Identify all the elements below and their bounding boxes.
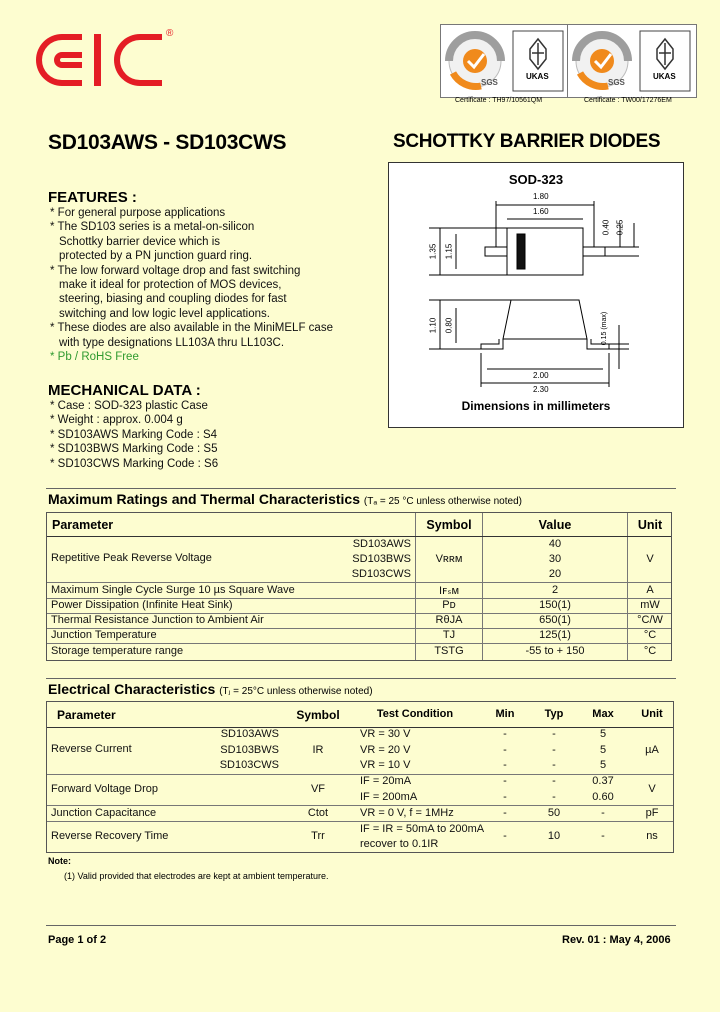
- certificate-caption-em: Certificate : TW00/17276EM: [584, 97, 672, 104]
- symbol-cell: Ctot: [307, 807, 329, 819]
- unit-cell: °C/W: [637, 614, 663, 626]
- symbol-cell: Vʀʀᴍ: [435, 553, 463, 565]
- param-cell: Reverse Recovery Time: [51, 830, 169, 842]
- col-header-parameter: Parameter: [57, 708, 116, 722]
- package-caption: Dimensions in millimeters: [461, 399, 611, 413]
- certificate-badge-qm: [440, 24, 570, 98]
- min-cell: -: [503, 775, 507, 787]
- dim-left-inner: 1.15: [444, 243, 454, 260]
- unit-cell: V: [646, 553, 654, 565]
- col-header-max: Max: [592, 708, 614, 720]
- value-cell: 2: [551, 584, 559, 596]
- feature-line: switching and low logic level applications.: [59, 307, 270, 320]
- part-cell: SD103CWS: [351, 568, 411, 580]
- feature-line: Schottky barrier device which is: [59, 235, 221, 248]
- electrical-condition: (Tⱼ = 25°C unless otherwise noted): [219, 686, 373, 697]
- mechanical-line: * SD103BWS Marking Code : S5: [50, 443, 218, 456]
- section-divider: [46, 488, 676, 489]
- value-cell: 150(1): [539, 599, 571, 611]
- package-drawing-box: [388, 162, 684, 428]
- value-cell: 40: [548, 538, 562, 550]
- min-cell: -: [503, 830, 507, 842]
- symbol-cell: TJ: [442, 629, 456, 641]
- unit-cell: V: [648, 783, 656, 795]
- param-cell: Forward Voltage Drop: [51, 783, 158, 795]
- mechanical-line: * Weight : approx. 0.004 g: [50, 414, 183, 427]
- mechanical-list: [50, 399, 380, 471]
- electrical-title-text: Electrical Characteristics: [48, 681, 216, 697]
- typ-cell: -: [552, 775, 556, 787]
- mechanical-line: * SD103CWS Marking Code : S6: [50, 457, 219, 470]
- max-cell: 0.60: [592, 791, 614, 803]
- eic-logo: [34, 30, 184, 90]
- condition-cell: IF = 20mA: [360, 775, 412, 787]
- param-cell: Repetitive Peak Reverse Voltage: [51, 552, 212, 564]
- condition-cell: VR = 0 V, f = 1MHz: [360, 807, 454, 819]
- certificate-caption-qm: Certificate : TH97/10561QM: [455, 97, 543, 104]
- dim-bottom-inner: 2.00: [533, 371, 549, 380]
- max-ratings-title: [48, 491, 522, 507]
- min-cell: -: [503, 728, 507, 740]
- col-header-min: Min: [495, 708, 515, 720]
- page-number: Page 1 of 2: [48, 934, 107, 946]
- dim-side-inner: 0.80: [444, 317, 454, 334]
- max-cell: 0.37: [592, 775, 614, 787]
- feature-line: protected by a PN junction guard ring.: [59, 250, 253, 263]
- col-header-unit: Unit: [641, 708, 663, 720]
- typ-cell: -: [552, 759, 556, 771]
- part-number-title: SD103AWS - SD103CWS: [48, 131, 287, 154]
- max-cell: 5: [599, 728, 607, 740]
- value-cell: -55 to + 150: [525, 645, 585, 657]
- electrical-table: [46, 701, 674, 853]
- row-divider: [47, 643, 671, 644]
- dim-top-inner: 1.60: [533, 207, 549, 216]
- unit-cell: °C: [643, 645, 657, 657]
- min-cell: -: [503, 791, 507, 803]
- revision-date: Rev. 01 : May 4, 2006: [562, 934, 671, 946]
- value-cell: 20: [548, 568, 562, 580]
- typ-cell: -: [552, 728, 556, 740]
- max-ratings-table: [46, 512, 672, 661]
- part-cell: SD103CWS: [219, 759, 279, 771]
- col-header-typ: Typ: [544, 708, 564, 720]
- part-cell: SD103AWS: [220, 728, 279, 740]
- value-cell: 30: [548, 553, 562, 565]
- sgs-label: SGS: [481, 78, 498, 87]
- col-header-symbol: Symbol: [296, 708, 340, 722]
- typ-cell: 10: [547, 830, 561, 842]
- dim-lead-b: 0.25: [615, 219, 625, 236]
- max-cell: -: [601, 830, 605, 842]
- param-cell: Thermal Resistance Junction to Ambient Air: [51, 614, 264, 626]
- features-list: [50, 206, 380, 364]
- col-header-unit: Unit: [637, 518, 663, 532]
- condition-cell: VR = 30 V: [360, 728, 411, 740]
- min-cell: -: [503, 744, 507, 756]
- symbol-cell: TSTG: [434, 645, 464, 657]
- unit-cell: A: [646, 584, 654, 596]
- symbol-cell: Iꜰₛᴍ: [438, 585, 460, 597]
- rohs-line: * Pb / RoHS Free: [50, 351, 139, 364]
- unit-cell: °C: [643, 629, 657, 641]
- mechanical-line: * Case : SOD-323 plastic Case: [50, 400, 208, 412]
- value-cell: 650(1): [539, 614, 571, 626]
- features-heading: FEATURES :: [48, 189, 137, 206]
- condition-cell: VR = 20 V: [360, 744, 411, 756]
- param-cell: Junction Capacitance: [51, 807, 157, 819]
- note-heading: Note:: [48, 856, 71, 866]
- condition-cell: recover to 0.1IR: [360, 838, 439, 850]
- package-name: SOD-323: [508, 172, 564, 187]
- dim-bottom-outer: 2.30: [533, 385, 549, 394]
- unit-cell: ns: [646, 830, 658, 842]
- certificate-badge-em: [567, 24, 697, 98]
- param-cell: Junction Temperature: [51, 629, 157, 641]
- col-header-symbol: Symbol: [426, 518, 472, 532]
- header-divider: [47, 536, 671, 537]
- condition-cell: VR = 10 V: [360, 759, 411, 771]
- param-cell: Reverse Current: [51, 743, 132, 755]
- feature-line: make it ideal for protection of MOS devices,: [59, 279, 282, 292]
- condition-cell: IF = IR = 50mA to 200mA: [360, 823, 485, 835]
- param-cell: Storage temperature range: [51, 645, 184, 657]
- dim-side-outer: 1.10: [428, 317, 438, 334]
- col-header-parameter: Parameter: [52, 518, 114, 532]
- max-ratings-title-text: Maximum Ratings and Thermal Characteristics: [48, 491, 360, 507]
- feature-line: * The SD103 series is a metal-on-silicon: [50, 221, 255, 234]
- symbol-cell: RθJA: [435, 614, 463, 626]
- param-cell: Maximum Single Cycle Surge 10 µs Square Wave: [51, 584, 295, 596]
- symbol-cell: Pᴅ: [442, 599, 456, 611]
- note-item: (1) Valid provided that electrodes are kept at ambient temperature.: [64, 871, 329, 881]
- typ-cell: -: [552, 744, 556, 756]
- footer-divider: [46, 925, 676, 926]
- value-cell: 125(1): [539, 629, 571, 641]
- unit-cell: µA: [645, 744, 659, 756]
- typ-cell: 50: [547, 807, 561, 819]
- max-cell: -: [601, 807, 605, 819]
- feature-line: * For general purpose applications: [50, 207, 226, 219]
- feature-line: * The low forward voltage drop and fast switching: [50, 264, 301, 277]
- device-type-title: SCHOTTKY BARRIER DIODES: [393, 131, 661, 152]
- max-ratings-condition: (Tₐ = 25 °C unless otherwise noted): [363, 496, 522, 507]
- dim-lead-thickness: 0.15 (max): [601, 311, 609, 346]
- symbol-cell: Trr: [311, 830, 325, 842]
- unit-cell: pF: [645, 807, 659, 819]
- ukas-label: UKAS: [653, 72, 676, 81]
- row-divider: [47, 582, 671, 583]
- row-divider: [47, 821, 673, 822]
- unit-cell: mW: [640, 599, 660, 611]
- dim-left-outer: 1.35: [428, 243, 438, 260]
- col-header-test-condition: Test Condition: [376, 708, 454, 720]
- typ-cell: -: [552, 791, 556, 803]
- symbol-cell: VF: [310, 783, 326, 795]
- param-cell: Power Dissipation (Infinite Heat Sink): [51, 599, 233, 611]
- registered-mark: ®: [166, 28, 174, 39]
- min-cell: -: [503, 759, 507, 771]
- ukas-label: UKAS: [526, 72, 549, 81]
- part-cell: SD103BWS: [220, 744, 279, 756]
- section-divider: [46, 678, 676, 679]
- mechanical-line: * SD103AWS Marking Code : S4: [50, 428, 218, 441]
- col-header-value: Value: [538, 518, 572, 532]
- electrical-title: [48, 681, 373, 697]
- feature-line: with type designations LL103A thru LL103C.: [59, 336, 285, 349]
- row-divider: [47, 805, 673, 806]
- sgs-label: SGS: [608, 78, 625, 87]
- part-cell: SD103BWS: [352, 553, 411, 565]
- feature-line: * These diodes are also available in the MiniMELF case: [50, 322, 333, 335]
- mechanical-heading: MECHANICAL DATA :: [48, 382, 201, 399]
- dim-top-outer: 1.80: [533, 192, 549, 201]
- condition-cell: IF = 200mA: [360, 791, 418, 803]
- feature-line: steering, biasing and coupling diodes for fast: [59, 293, 287, 306]
- max-cell: 5: [599, 744, 607, 756]
- max-cell: 5: [599, 759, 607, 771]
- part-cell: SD103AWS: [352, 538, 411, 550]
- min-cell: -: [503, 807, 507, 819]
- dim-lead-a: 0.40: [601, 219, 611, 236]
- symbol-cell: IR: [312, 744, 324, 756]
